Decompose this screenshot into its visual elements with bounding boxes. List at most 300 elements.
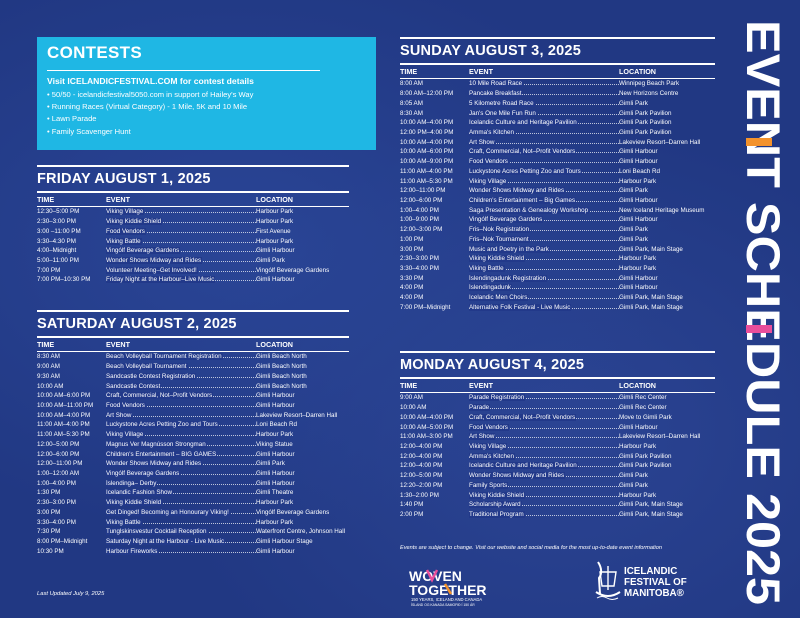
event-name-cell [106, 451, 256, 458]
event-name: Viking Village [469, 442, 507, 450]
event-time: 12:00–4:00 PM [400, 442, 443, 450]
side-title [729, 20, 789, 610]
side-title-graphic [729, 20, 789, 610]
table-row [400, 235, 715, 245]
event-time: 2:00 PM [400, 510, 424, 518]
event-name-cell [469, 110, 619, 117]
table-row [37, 517, 349, 527]
contests-subtitle: Visit ICELANDICFESTIVAL.COM for contest details [47, 76, 254, 86]
event-name: Food Vendors [469, 423, 508, 431]
event-name: Viking Battle [106, 237, 141, 245]
table-row [37, 226, 349, 236]
event-name-cell [469, 129, 619, 136]
event-location: Vingólf Beverage Gardens [256, 508, 330, 516]
event-time: 12:00–5:00 PM [37, 440, 80, 448]
event-time: 2:30–3:00 PM [37, 218, 76, 226]
woven-together-logo [405, 568, 515, 608]
event-name: Harbour Fireworks [106, 547, 158, 555]
event-location: Harbour Park [619, 265, 657, 273]
table-row [400, 273, 715, 283]
event-name: Icelandic Culture and Heritage Pavilion [469, 462, 577, 470]
event-name-cell [106, 208, 256, 215]
event-name-cell [469, 472, 619, 479]
event-name: Amma's Kitchen [469, 128, 514, 136]
event-time: 12:00–11:00 PM [37, 460, 83, 468]
event-name-cell [469, 275, 619, 282]
event-time: 8:30 AM [37, 353, 60, 361]
event-name-cell [469, 168, 619, 175]
event-time: 1:40 PM [400, 501, 424, 509]
table-row [400, 98, 715, 108]
event-name-cell [106, 353, 256, 360]
event-location: Harbour Park [619, 442, 657, 450]
event-location: Gimli Harbour [256, 247, 295, 255]
event-time: 3:30–4:00 PM [37, 518, 76, 526]
event-name-cell [469, 255, 619, 262]
event-name: Saga Presentation & Genealogy Workshop [469, 206, 589, 214]
event-name: Fris–Nok Tournament [469, 235, 529, 243]
table-row [400, 79, 715, 89]
event-name: Parade [469, 404, 490, 412]
header-time: TIME [400, 381, 418, 390]
event-name: Art Show [469, 433, 495, 441]
event-time: 12:00–11:00 PM [400, 187, 446, 195]
event-location: Gimli Harbour Stage [256, 538, 313, 546]
event-name-cell [469, 433, 619, 440]
event-location: Gimli Park [619, 226, 648, 234]
event-name-cell [469, 414, 619, 421]
event-time: 3:30 PM [400, 274, 424, 282]
event-name-cell [106, 470, 256, 477]
table-row [400, 157, 715, 167]
event-name-cell [106, 431, 256, 438]
event-name: Viking Kiddie Shield [469, 491, 525, 499]
logo-line3: MANITOBA® [624, 588, 684, 599]
event-name-cell [469, 424, 619, 431]
event-time: 1:00–9:00 PM [400, 216, 439, 224]
table-header [400, 379, 715, 393]
event-location: Gimli Park Pavilion [619, 462, 672, 470]
event-name: Food Vendors [106, 227, 145, 235]
event-time: 10:00 AM–5:00 PM [400, 423, 454, 431]
event-location: Gimli Park Pavilion [619, 452, 672, 460]
event-name: Traditional Program [469, 510, 524, 518]
event-name: Viking Kiddie Shield [106, 218, 162, 226]
event-location: Harbour Park [619, 491, 657, 499]
event-name: Viking Village [469, 177, 507, 185]
event-name-cell [106, 519, 256, 526]
table-row [400, 283, 715, 293]
event-name-cell [469, 90, 619, 97]
event-time: 1:00–12:00 AM [37, 469, 80, 477]
table-row [400, 451, 715, 461]
woven-sub1: 150 YEARS, ICELAND AND CANADA [411, 597, 483, 602]
event-time: 7:00 PM [37, 266, 61, 274]
event-name: Beach Volleyball Tournament [106, 363, 187, 371]
event-time: 12:00–4:00 PM [400, 452, 443, 460]
event-name: Craft, Commercial, Not–Profit Vendors [106, 392, 213, 400]
event-time: 12:30–5:00 PM [37, 208, 80, 216]
accent-bar-orange [746, 138, 772, 146]
event-name: Food Vendors [469, 158, 508, 166]
event-time: 4:00 PM [400, 284, 424, 292]
event-name: Scholarship Award [469, 501, 521, 509]
table-row [400, 293, 715, 303]
event-time: 9:00 AM [400, 394, 423, 402]
table-row [400, 432, 715, 442]
table-row [400, 480, 715, 490]
event-location: Gimli Park Pavilion [619, 119, 672, 127]
event-time: 8:05 AM [400, 99, 423, 107]
table-row [37, 362, 349, 372]
event-name: Amma's Kitchen [469, 452, 514, 460]
event-name: Saturday Night at the Harbour - Live Music [106, 538, 225, 546]
event-time: 1:30–2:00 PM [400, 491, 439, 499]
header-location: LOCATION [619, 381, 656, 390]
header-event: EVENT [106, 340, 130, 349]
table-row [400, 442, 715, 452]
contests-list [47, 89, 253, 138]
logo-line2: FESTIVAL OF [624, 577, 687, 588]
event-location: Viking Statue [256, 440, 293, 448]
table-row [37, 469, 349, 479]
event-time: 12:20–2:00 PM [400, 481, 443, 489]
event-name: Icelandic Fashion Show [106, 489, 173, 497]
viking-ship-icon [594, 560, 622, 604]
event-location: Harbour Park [256, 499, 294, 507]
event-time: 1:30 PM [37, 489, 61, 497]
event-name: Wonder Shows Midway and Rides [469, 472, 565, 480]
event-name-cell [106, 489, 256, 496]
event-name-cell [469, 100, 619, 107]
event-location: Gimli Beach North [256, 372, 307, 380]
sunday-schedule [400, 37, 715, 312]
table-row [400, 422, 715, 432]
event-name: Viking Village [106, 431, 144, 439]
event-name: Parade Registration [469, 394, 525, 402]
table-row [400, 118, 715, 128]
disclaimer-note: Events are subject to change. Visit our website and social media for the most up-to-date event information [400, 545, 663, 551]
logo-line1: ICELANDIC [624, 566, 678, 577]
event-location: Gimli Beach North [256, 353, 307, 361]
event-name: Music and Poetry in the Park [469, 245, 549, 253]
table-row [37, 381, 349, 391]
table-row [400, 176, 715, 186]
event-location: Gimli Park [619, 472, 648, 480]
event-name: Luckystone Acres Petting Zoo and Tours [469, 167, 581, 175]
event-name: Tunglskinsvestur Cocktail Reception [106, 528, 207, 536]
event-time: 12:00 PM–4:00 PM [400, 128, 454, 136]
event-location: Gimli Park [256, 460, 285, 468]
accent-bar-pink [746, 325, 772, 333]
event-name-cell [469, 462, 619, 469]
event-time: 7:00 PM–10:30 PM [37, 276, 91, 284]
event-name: Alternative Folk Festival - Live Music [469, 303, 571, 311]
event-location: Gimli Park, Main Stage [619, 303, 683, 311]
header-location: LOCATION [256, 195, 293, 204]
event-location: First Avenue [256, 227, 291, 235]
event-name-cell [106, 460, 256, 467]
event-name: Icelandic Men Choirs [469, 294, 528, 302]
event-name-cell [469, 501, 619, 508]
event-name: Viking Battle [106, 518, 141, 526]
event-name: Wonder Shows Midway and Rides [106, 460, 202, 468]
event-location: Harbour Park [619, 177, 657, 185]
event-name-cell [469, 443, 619, 450]
event-name-cell [469, 119, 619, 126]
header-event: EVENT [106, 195, 130, 204]
table-row [400, 108, 715, 118]
event-location: Waterfront Centre, Johnson Hall [256, 528, 346, 536]
icelandic-festival-wordmark [624, 566, 687, 599]
table-row [400, 89, 715, 99]
event-time: 4:00–Midnight [37, 247, 77, 255]
event-time: 3:00 PM [37, 508, 61, 516]
table-row [400, 205, 715, 215]
table-row [37, 371, 349, 381]
event-name: Luckystone Acres Petting Zoo and Tours [106, 421, 218, 429]
table-row [400, 166, 715, 176]
header-location: LOCATION [619, 67, 656, 76]
event-time: 10:00 AM [37, 382, 64, 390]
event-time: 10:00 AM–4:00 PM [400, 138, 454, 146]
table-row [37, 546, 349, 556]
event-time: 11:00 AM–4:00 PM [37, 421, 90, 429]
table-body [37, 352, 349, 556]
table-row [37, 410, 349, 420]
event-name: Craft, Commercial, Not–Profit Vendors [469, 413, 576, 421]
event-name-cell [469, 492, 619, 499]
event-name: Vingólf Beverage Gardens [469, 216, 543, 224]
event-name: Magnus Ver Magnússon Strongman [106, 440, 206, 448]
event-name-cell [106, 247, 256, 254]
event-time: 12:00–3:00 PM [400, 226, 443, 234]
event-name-cell [106, 373, 256, 380]
icelandic-festival-logo [594, 560, 714, 606]
table-row [37, 207, 349, 217]
table-row [37, 265, 349, 275]
event-name-cell [469, 158, 619, 165]
table-row [37, 527, 349, 537]
table-row [400, 254, 715, 264]
event-name-cell [469, 246, 619, 253]
table-row [37, 459, 349, 469]
event-name: Volunteer Meeting–Get Involved! [106, 266, 197, 274]
table-row [400, 225, 715, 235]
event-location: Harbour Park [619, 255, 657, 263]
event-time: 11:00 AM–3:00 PM [400, 433, 453, 441]
event-time: 1:00–4:00 PM [400, 206, 439, 214]
event-name: Friday Night at the Harbour–Live Music [106, 276, 215, 284]
event-name-cell [469, 394, 619, 401]
event-time: 10:00 AM–6:00 PM [400, 148, 454, 156]
event-name-cell [106, 499, 256, 506]
table-row [37, 439, 349, 449]
event-location: Gimli Harbour [619, 196, 658, 204]
event-name: Íslendingadunk Registration [469, 274, 547, 282]
event-name-cell [106, 402, 256, 409]
event-time: 2:30–3:00 PM [37, 499, 76, 507]
event-location: Gimli Park, Main Stage [619, 510, 683, 518]
event-time: 10:00 AM–11:00 PM [37, 401, 94, 409]
event-location: Gimli Harbour [256, 401, 295, 409]
event-location: Gimli Park, Main Stage [619, 245, 683, 253]
event-name: Sandcastle Contest Registration [106, 372, 196, 380]
event-location: Gimli Park, Main Stage [619, 294, 683, 302]
event-location: Gimli Harbour [256, 469, 295, 477]
woven-line1: WOVEN [409, 568, 462, 584]
event-name-cell [469, 226, 619, 233]
event-name-cell [106, 228, 256, 235]
table-row [400, 244, 715, 254]
side-title-text: EVENT SCHEDULE 2025 [737, 20, 789, 566]
friday-schedule [37, 165, 349, 285]
event-time: 9:00 AM [37, 363, 60, 371]
event-name-cell [106, 480, 256, 487]
event-location: Gimli Park [256, 256, 285, 264]
table-row [37, 217, 349, 227]
event-location: Gimli Harbour [619, 216, 658, 224]
event-name: Art Show [469, 138, 495, 146]
event-name: Wonder Shows Midway and Rides [469, 187, 565, 195]
event-name-cell [106, 238, 256, 245]
header-time: TIME [400, 67, 418, 76]
event-time: 5:00–11:00 PM [37, 256, 79, 264]
event-name: Vingólf Beverage Gardens [106, 469, 180, 477]
event-name: Viking Kiddie Shield [106, 499, 162, 507]
event-name: Íslendinga– Derby [106, 479, 157, 487]
event-time: 12:00–6:00 PM [37, 450, 80, 458]
event-location: Harbour Park [256, 518, 294, 526]
event-time: 12:00–4:00 PM [400, 462, 443, 470]
woven-sub2: ÍSLAND OG KANADA SAMOFIÐ Í 150 ÁR [411, 603, 475, 607]
event-name-cell [469, 265, 619, 272]
event-location: Harbour Park [256, 208, 294, 216]
event-name-cell [106, 421, 256, 428]
event-location: Gimli Harbour [619, 274, 658, 282]
event-time: 1:00–4:00 PM [37, 479, 76, 487]
monday-schedule [400, 351, 715, 519]
event-name: Art Show [106, 411, 132, 419]
event-name-cell [106, 276, 256, 283]
event-time: 1:00 PM [400, 235, 424, 243]
event-time: 10:00 AM–6:00 PM [37, 392, 91, 400]
event-location: Harbour Park [256, 431, 294, 439]
event-name: Vingólf Beverage Gardens [106, 247, 180, 255]
event-location: Lakeview Resort–Darren Hall [256, 411, 338, 419]
event-location: Loni Beach Rd [256, 421, 298, 429]
event-time: 11:00 AM–4:00 PM [400, 167, 453, 175]
event-location: Gimli Theatre [256, 489, 294, 497]
table-row [400, 128, 715, 138]
event-location: Gimli Park [619, 99, 648, 107]
event-time: 8:00 AM–12:00 PM [400, 90, 454, 98]
event-location: Gimli Harbour [256, 547, 295, 555]
table-row [400, 471, 715, 481]
event-time: 8:30 AM [400, 109, 423, 117]
event-location: Winnipeg Beach Park [619, 80, 680, 88]
header-time: TIME [37, 340, 55, 349]
event-time: 3:30–4:00 PM [400, 265, 439, 273]
event-location: Gimli Park [619, 235, 648, 243]
table-row [37, 401, 349, 411]
event-name: Craft, Commercial, Not–Profit Vendors [469, 148, 576, 156]
table-row [37, 537, 349, 547]
woven-line2: TOGETHER [409, 582, 487, 598]
day-title: SUNDAY AUGUST 3, 2025 [400, 43, 581, 59]
event-time: 10:00 AM–4:00 PM [400, 413, 454, 421]
event-time: 3:30–4:30 PM [37, 237, 76, 245]
event-name-cell [106, 392, 256, 399]
event-time: 7:30 PM [37, 528, 61, 536]
table-row [37, 420, 349, 430]
event-name: Wonder Shows Midway and Rides [106, 256, 202, 264]
event-location: Gimli Park [619, 481, 648, 489]
event-name-cell [469, 148, 619, 155]
event-name: 5 Kilometre Road Race [469, 99, 534, 107]
header-location: LOCATION [256, 340, 293, 349]
event-location: Loni Beach Rd [619, 167, 661, 175]
event-location: Gimli Harbour [619, 158, 658, 166]
dot-leader [469, 408, 619, 409]
event-name-cell [469, 453, 619, 460]
event-name-cell [469, 197, 619, 204]
event-location: Gimli Park, Main Stage [619, 501, 683, 509]
saturday-schedule [37, 310, 349, 556]
table-row [37, 449, 349, 459]
table-row [400, 500, 715, 510]
event-time: 10:30 PM [37, 547, 64, 555]
event-time: 11:00 AM–5:30 PM [400, 177, 453, 185]
table-row [37, 246, 349, 256]
event-time: 7:00 PM–Midnight [400, 303, 451, 311]
event-time: 10:00 AM–9:00 PM [400, 158, 454, 166]
table-body [37, 207, 349, 285]
event-name-cell [469, 236, 619, 243]
table-row [400, 196, 715, 206]
event-time: 12:00–6:00 PM [400, 196, 443, 204]
event-name: Jan's One Mile Fun Run [469, 109, 536, 117]
table-row [400, 186, 715, 196]
event-name-cell [469, 482, 619, 489]
contests-box [37, 37, 376, 150]
table-row [37, 478, 349, 488]
event-location: Gimli Rec Center [619, 404, 667, 412]
event-location: Gimli Harbour [256, 479, 295, 487]
event-time: 8:00 PM–Midnight [37, 538, 88, 546]
event-name: Sandcastle Contest [106, 382, 161, 390]
event-name: Viking Battle [469, 265, 504, 273]
event-name-cell [106, 538, 256, 545]
event-name: Fris–Nok Registration [469, 226, 530, 234]
event-time: 10:00 AM [400, 404, 427, 412]
event-location: Gimli Park Pavilion [619, 109, 672, 117]
event-name-cell [469, 80, 619, 87]
event-time: 10:00 AM–4:00 PM [37, 411, 91, 419]
event-location: Move to Gimli Park [619, 413, 672, 421]
event-name: Íslendingadunk [469, 284, 512, 292]
event-name-cell [106, 218, 256, 225]
event-time: 11:00 AM–5:30 PM [37, 431, 90, 439]
event-location: Gimli Harbour [619, 284, 658, 292]
event-location: Lakeview Resort–Darren Hall [619, 138, 701, 146]
list-item: • Family Scavenger Hunt [47, 126, 253, 138]
table-row [37, 430, 349, 440]
event-name-cell [469, 284, 619, 291]
event-name-cell [469, 404, 619, 411]
table-row [400, 461, 715, 471]
event-name-cell [469, 216, 619, 223]
